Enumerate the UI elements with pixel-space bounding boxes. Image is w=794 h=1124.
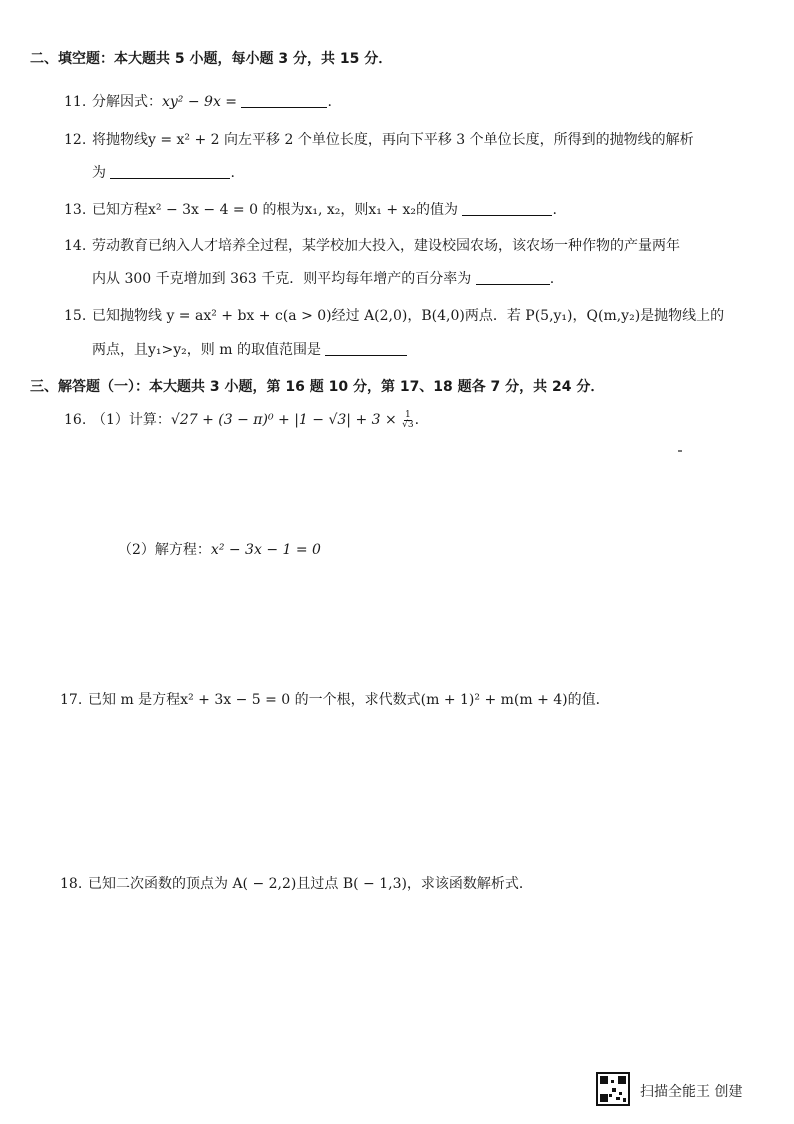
question-end: . [549,271,555,287]
scanner-watermark: 扫描全能王 创建 [640,1084,743,1100]
question-text: 已知 m 是方程x² + 3x − 5 = 0 的一个根，求代数式(m + 1)² + m(m + 4)的值． [88,692,610,708]
question-text-line-1: 将抛物线y = x² + 2 向左平移 2 个单位长度，再向下平移 3 个单位长度，所得到的抛物线的解析 [92,132,694,148]
question-15 [64,306,724,326]
question-text-line-2: 两点，且y₁>y₂，则 m 的取值范围是 [92,342,321,358]
question-number: 13. [64,202,87,218]
qr-code-icon [596,1072,630,1106]
question-number: 11. [64,94,87,110]
qr-finder [600,1076,608,1084]
question-end: . [327,94,332,110]
question-number: 14. [64,238,87,254]
question-number: 18. [60,876,83,892]
question-text-line-2: 内从 300 千克增加到 363 千克．则平均每年增产的百分率为 [92,271,472,287]
answer-blank[interactable] [241,93,327,108]
answer-blank[interactable] [110,164,230,179]
question-number: 16. [64,412,87,428]
part-expression: √27 + (3 − π)⁰ + |1 − √3| + 3 × [170,412,397,428]
part-label: （2）解方程： [118,542,211,558]
fraction-numerator: 1 [405,409,411,420]
question-text: 分解因式： [92,94,162,110]
question-13 [64,200,557,220]
question-12 [64,130,694,150]
answer-blank[interactable] [476,270,550,285]
question-text-line-1: 已知抛物线 y = ax² + bx + c(a > 0)经过 A(2,0)，B(4,0)两点．若 P(5,y₁)，Q(m,y₂)是抛物线上的 [92,308,725,324]
question-number: 12. [64,132,87,148]
question-text-line-1: 劳动教育已纳入人才培养全过程，某学校加大投入，建设校园农场，该农场一种作物的产量两年 [92,238,680,254]
qr-finder [618,1076,626,1084]
fraction-denominator: √3 [402,419,414,430]
question-expression: xy² − 9x = [162,94,238,110]
qr-module [612,1088,616,1092]
question-text: 已知方程x² − 3x − 4 = 0 的根为x₁, x₂，则x₁ + x₂的值为 [92,202,459,218]
question-14-line-2 [92,269,554,289]
question-11 [64,92,332,112]
part-expression: x² − 3x − 1 = 0 [210,542,321,558]
qr-module [611,1080,614,1083]
question-12-line-2 [92,163,235,183]
qr-module [619,1092,622,1095]
section-2-title: 二、填空题：本大题共 5 小题，每小题 3 分，共 15 分． [30,51,393,67]
answer-blank[interactable] [325,341,407,356]
question-17 [60,690,610,710]
question-16-part-1 [64,410,419,430]
part-end: . [414,412,420,428]
scan-speck [678,450,682,452]
qr-module [609,1094,612,1097]
answer-blank[interactable] [462,201,552,216]
qr-module [616,1097,620,1100]
fraction [402,411,413,430]
question-16-part-2 [118,540,321,560]
question-end: . [552,202,557,218]
question-number: 15. [64,308,87,324]
part-label: （1）计算： [92,412,171,428]
qr-module [623,1098,626,1102]
question-15-line-2 [92,340,407,360]
question-text-line-2: 为 [92,165,106,181]
question-number: 17. [60,692,83,708]
question-18 [60,874,533,894]
section-3-title: 三、解答题（一）：本大题共 3 小题，第 16 题 10 分，第 17、18 题各 7 分，共 24 分． [30,379,605,395]
qr-finder [600,1094,608,1102]
question-end: . [230,165,235,181]
question-text: 已知二次函数的顶点为 A( − 2,2)且过点 B( − 1,3)，求该函数解析式． [88,876,533,892]
question-14 [64,236,680,256]
